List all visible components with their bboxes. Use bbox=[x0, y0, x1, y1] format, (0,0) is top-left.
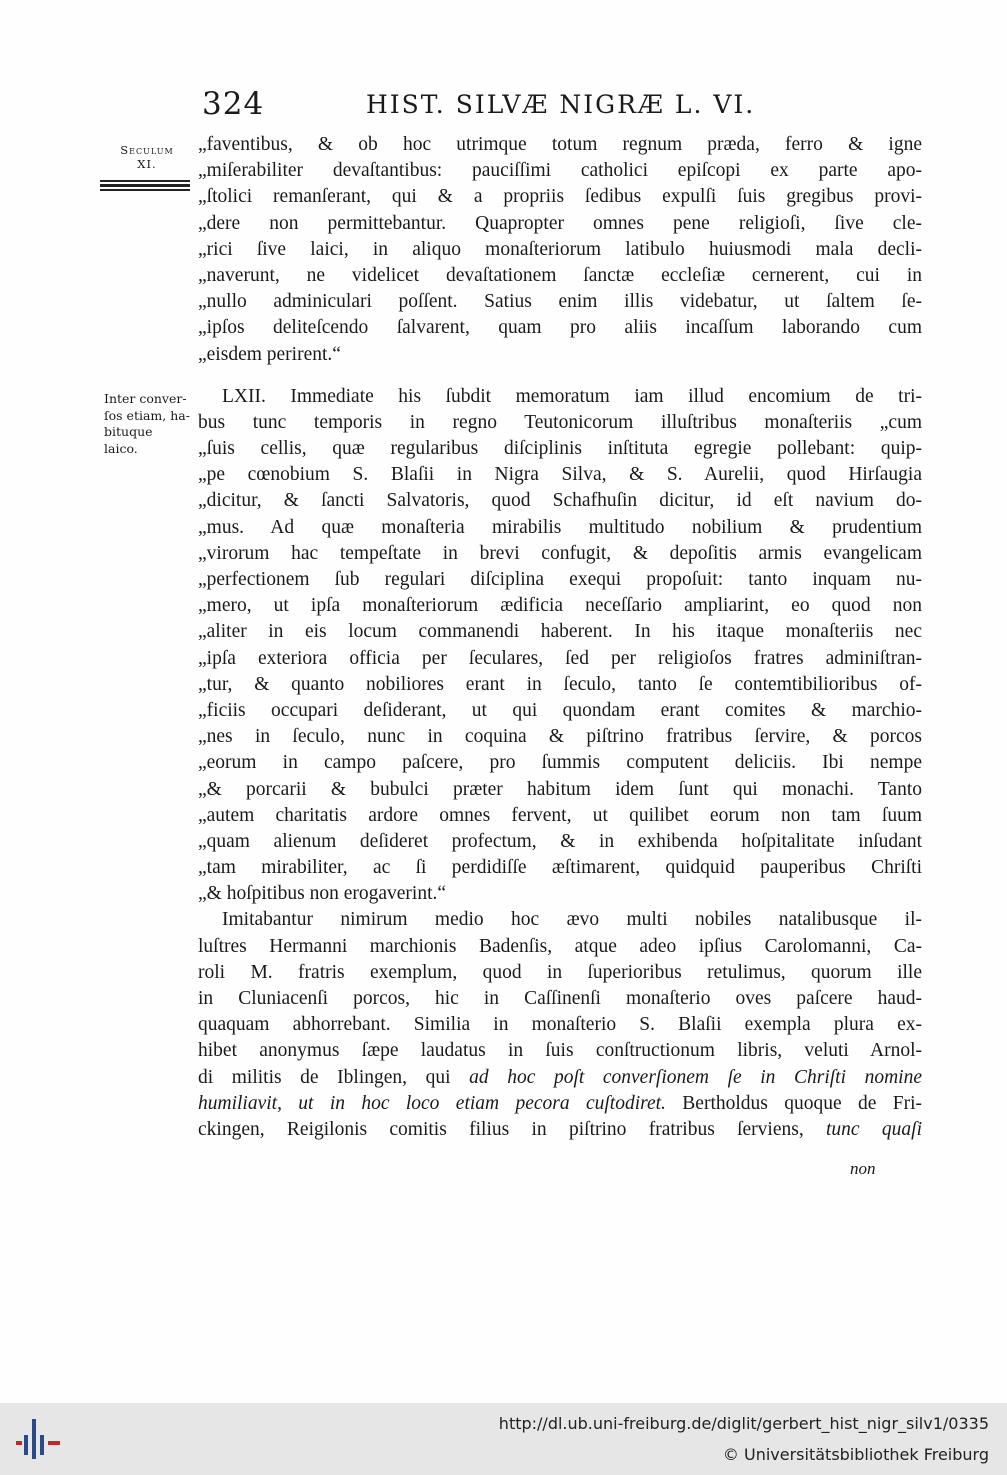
text-line: LXII. Immediate his ſubdit memoratum iam illud encomium de tri- bbox=[222, 385, 922, 407]
paragraph-3 bbox=[198, 907, 922, 1064]
text-line: „ficiis occupari deſiderant, ut qui quondam erant comites & marchio- bbox=[198, 699, 922, 721]
italic-quote: tunc quaſi bbox=[826, 1118, 922, 1140]
side-note-line: Inter conver- bbox=[104, 391, 187, 406]
seculum-label: Seculum bbox=[120, 143, 174, 157]
italic-quote: humiliavit, ut in hoc loco etiam pecora cuſtodiret. bbox=[198, 1092, 666, 1114]
text-line: „nes in ſeculo, nunc in coquina & piſtrino fratribus ſervire, & porcos bbox=[198, 726, 922, 748]
text-line: „eorum in campo paſcere, pro ſummis computent deliciis. Ibi nempe bbox=[198, 752, 922, 774]
text-line: „ipſos deliteſcendo ſalvarent, quam pro aliis incaſſum laborando cum bbox=[198, 317, 922, 339]
text-line: „autem charitatis ardore omnes fervent, ut quilibet eorum non tam ſuum bbox=[198, 804, 922, 826]
text-line: „tur, & quanto nobiliores erant in ſeculo, tanto ſe contemtibilioribus of- bbox=[198, 673, 922, 695]
copyright-notice: © Universitätsbibliothek Freiburg bbox=[722, 1445, 989, 1464]
running-head: HIST. SILVÆ NIGRÆ L. VI. bbox=[366, 90, 756, 119]
text-line: hibet anonymus ſæpe laudatus in ſuis conſtructionum libris, veluti Arnol- bbox=[198, 1040, 922, 1062]
text-line: „pe cœnobium S. Blaſii in Nigra Silva, & S. Aurelii, quod Hirſaugia bbox=[198, 464, 922, 486]
side-note-line: bituque laico. bbox=[104, 424, 153, 456]
text-line: „ſuis cellis, quæ regularibus diſciplinis inſtituta egregie pollebant: quip- bbox=[198, 438, 922, 460]
page-header bbox=[196, 86, 920, 126]
text-line: „perfectionem ſub regulari diſciplina exequi propoſuit: tanto inquam nu- bbox=[198, 569, 922, 590]
text-line: „virorum hac tempeſtate in brevi confugit, & depoſitis armis evangelicam bbox=[198, 542, 922, 564]
text-line: Imitabantur nimirum medio hoc ævo multi nobiles natalibusque il- bbox=[222, 909, 922, 931]
text-line: „dere non permittebantur. Quapropter omnes pene religioſi, ſive cle- bbox=[198, 212, 922, 234]
seculum-number: XI. bbox=[137, 157, 157, 171]
text-line: luſtres Hermanni marchionis Badenſis, atque adeo ipſius Carolomanni, Ca- bbox=[198, 935, 922, 957]
ornamental-rule bbox=[100, 180, 190, 192]
text-line: „tam mirabiliter, ac ſi perdidiſſe æſtimarent, quidquid pauperibus Chriſti bbox=[198, 857, 922, 879]
text-line: „quam alienum deſideret profectum, & in exhibenda hoſpitalitate inſudant bbox=[198, 830, 922, 852]
paragraph-1 bbox=[198, 132, 922, 368]
text-line: di militis de Iblingen, qui ad hoc poſt converſionem ſe in Chriſti nomine bbox=[198, 1066, 922, 1088]
main-text bbox=[198, 132, 922, 1143]
paragraph-2 bbox=[198, 384, 922, 908]
italic-quote: ad hoc poſt converſionem ſe in Chriſti nomine bbox=[469, 1066, 922, 1088]
text-line: „& hoſpitibus non erogaverint.“ bbox=[198, 883, 447, 905]
text-line: „eisdem perirent.“ bbox=[198, 343, 341, 365]
text-line: „ipſa exteriora officia per ſeculares, ſed per religioſos fratres adminiſtran- bbox=[198, 647, 922, 669]
text-line: bus tunc temporis in regno Teutonicorum illuſtribus monaſteriis „cum bbox=[198, 411, 922, 433]
page-number: 324 bbox=[202, 86, 265, 122]
text-line: „& porcarii & bubulci præter habitum idem ſunt qui monachi. Tanto bbox=[198, 778, 922, 800]
library-logo-icon bbox=[14, 1417, 64, 1461]
text-line: „mus. Ad quæ monaſteria mirabilis multitudo nobilium & prudentium bbox=[198, 516, 922, 538]
text-line: ckingen, Reigilonis comitis filius in piſtrino fratribus ſerviens, tunc quaſi bbox=[198, 1118, 922, 1140]
text-line: „naverunt, ne videlicet devaſtationem ſanctæ eccleſiæ cernerent, cui in bbox=[198, 264, 922, 286]
text-line: „mero, ut ipſa monaſteriorum ædificia neceſſario ampliarint, eo quod non bbox=[198, 595, 922, 617]
text-line: „dicitur, & ſancti Salvatoris, quod Schafhuſin dicitur, id eſt navium do- bbox=[198, 490, 922, 512]
text-line: quaquam abhorrebant. Similia in monaſterio S. Blaſii exempla plura ex- bbox=[198, 1014, 922, 1036]
text-line: „aliter in eis locum commanendi haberent. In his itaque monaſteriis nec bbox=[198, 621, 922, 643]
viewer-footer bbox=[0, 1403, 1007, 1475]
text-line: in Cluniacenſi porcos, hic in Caſſinenſi monaſterio oves paſcere haud- bbox=[198, 988, 922, 1009]
text-line: „ſtolici remanſerant, qui & a propriis ſedibus expulſi ſuis gregibus provi- bbox=[198, 186, 922, 208]
catchword: non bbox=[850, 1159, 876, 1178]
text-line: roli M. fratris exemplum, quod in ſuperioribus retulimus, quorum ille bbox=[198, 961, 922, 983]
text-line: „faventibus, & ob hoc utrimque totum regnum præda, ferro & igne bbox=[198, 134, 922, 155]
text-line: „miſerabiliter devaſtantibus: pauciſſimi catholici epiſcopi ex parte apo- bbox=[198, 160, 922, 182]
permalink-url[interactable]: http://dl.ub.uni-freiburg.de/diglit/gerbert_hist_nigr_silv1/0335 bbox=[498, 1414, 989, 1433]
side-marginal-note bbox=[104, 391, 190, 457]
text-line: „nullo adminiculari poſſent. Satius enim illis videbatur, ut ſaltem ſe- bbox=[198, 291, 922, 313]
side-note-line: ſos etiam, ha- bbox=[104, 407, 190, 423]
text-line: „rici ſive laici, in aliquo monaſteriorum latibulo huiusmodi mala decli- bbox=[198, 238, 922, 260]
century-marginal-note bbox=[104, 143, 190, 171]
text-line: humiliavit, ut in hoc loco etiam pecora cuſtodiret. Bertholdus quoque de Fri- bbox=[198, 1092, 922, 1114]
